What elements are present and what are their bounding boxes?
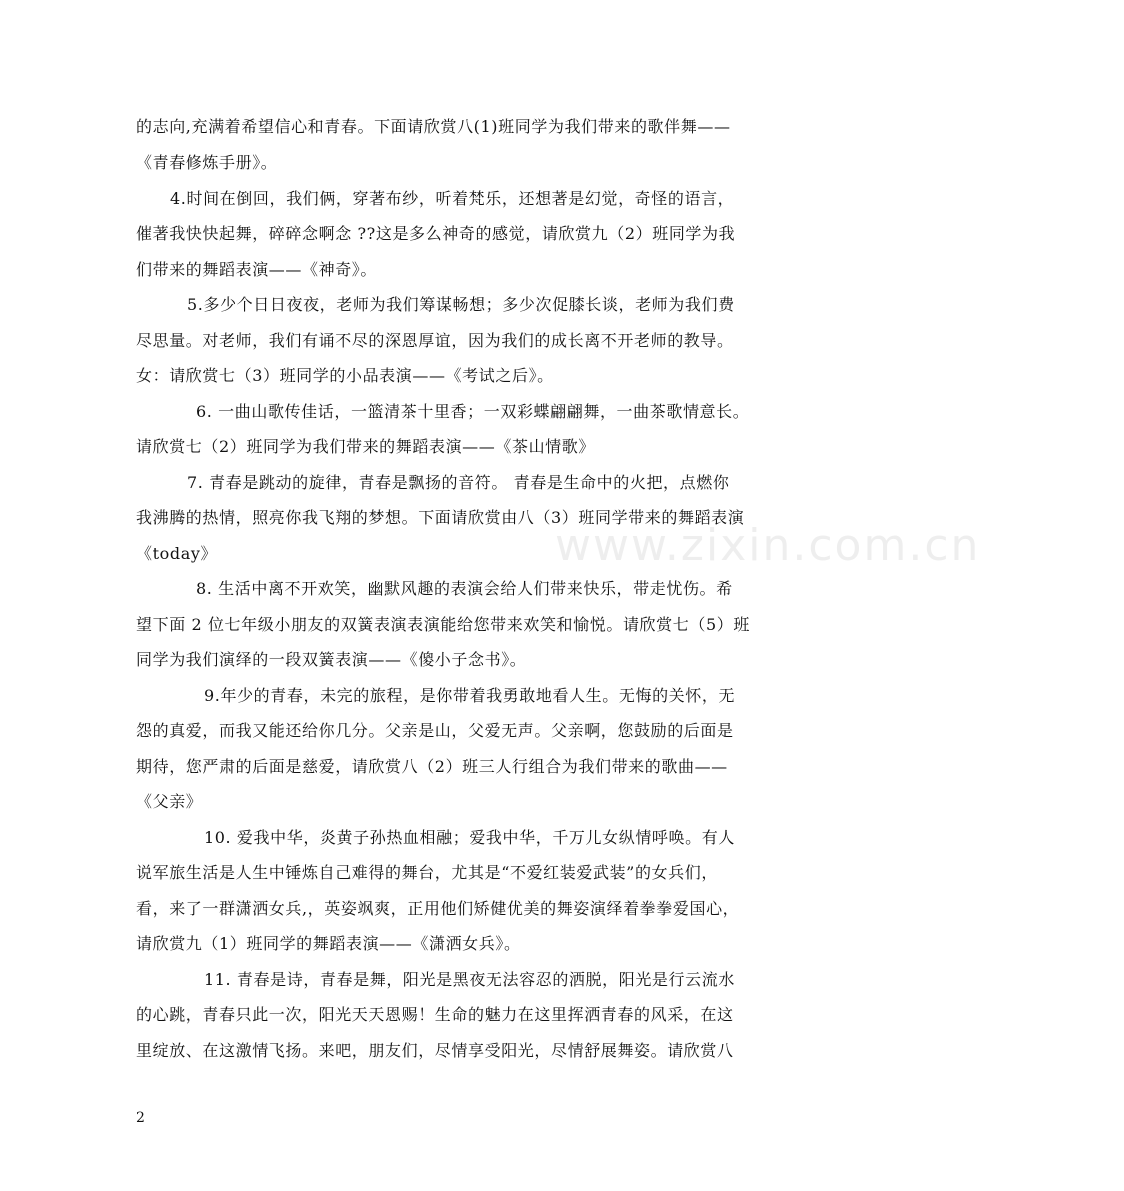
text-line: 《父亲》: [136, 792, 203, 811]
watermark: www.zixin.com.cn: [555, 520, 981, 571]
page-number: 2: [136, 1110, 145, 1126]
text-line: 请欣赏九（1）班同学的舞蹈表演——《潇洒女兵》。: [136, 934, 521, 953]
text-line: 女：请欣赏七（3）班同学的小品表演——《考试之后》。: [136, 366, 554, 385]
text-line: 尽思量。对老师，我们有诵不尽的深恩厚谊，因为我们的成长离不开老师的教导。: [136, 331, 734, 350]
text-line: 催著我快快起舞，碎碎念啊念 ??这是多么神奇的感觉，请欣赏九（2）班同学为我: [136, 224, 736, 243]
text-line: 7. 青春是跳动的旋律，青春是飘扬的音符。 青春是生命中的火把，点燃你: [187, 473, 730, 492]
text-line: 请欣赏七（2）班同学为我们带来的舞蹈表演——《茶山情歌》: [136, 437, 595, 456]
text-line: 里绽放、在这激情飞扬。来吧，朋友们，尽情享受阳光，尽情舒展舞姿。请欣赏八: [136, 1041, 734, 1060]
text-line: 9.年少的青春，未完的旅程，是你带着我勇敢地看人生。无悔的关怀，无: [204, 686, 736, 705]
text-line: 10. 爱我中华，炎黄子孙热血相融；爱我中华，千万儿女纵情呼唤。有人: [204, 828, 735, 847]
text-line: 《青春修炼手册》。: [136, 153, 278, 172]
text-line: 《today》: [136, 544, 218, 563]
text-line: 说军旅生活是人生中锤炼自己难得的舞台，尤其是“不爱红装爱武装”的女兵们，: [136, 863, 718, 882]
text-line: 4.时间在倒回，我们俩，穿著布纱，听着梵乐，还想著是幻觉，奇怪的语言，: [170, 189, 735, 208]
text-line: 期待，您严肃的后面是慈爱，请欣赏八（2）班三人行组合为我们带来的歌曲——: [136, 757, 728, 776]
text-line: 望下面 2 位七年级小朋友的双簧表演表演能给您带来欢笑和愉悦。请欣赏七（5）班: [136, 615, 750, 634]
text-line: 5.多少个日日夜夜，老师为我们筹谋畅想；多少次促膝长谈，老师为我们费: [187, 295, 735, 314]
text-line: 我沸腾的热情，照亮你我飞翔的梦想。下面请欣赏由八（3）班同学带来的舞蹈表演: [136, 508, 745, 527]
text-line: 们带来的舞蹈表演——《神奇》。: [136, 260, 378, 279]
text-line: 看，来了一群潇洒女兵,，英姿飒爽，正用他们矫健优美的舞姿演绎着拳拳爱国心，: [136, 899, 740, 918]
text-line: 同学为我们演绎的一段双簧表演——《傻小子念书》。: [136, 650, 527, 669]
text-line: 怨的真爱，而我又能还给你几分。父亲是山，父爱无声。父亲啊，您鼓励的后面是: [136, 721, 734, 740]
text-line: 的心跳，青春只此一次，阳光天天恩赐！生命的魅力在这里挥洒青春的风采，在这: [136, 1005, 734, 1024]
text-line: 8. 生活中离不开欢笑，幽默风趣的表演会给人们带来快乐，带走忧伤。希: [196, 579, 733, 598]
text-line: 11. 青春是诗，青春是舞，阳光是黑夜无法容忍的洒脱，阳光是行云流水: [204, 970, 735, 989]
text-line: 6. 一曲山歌传佳话，一篮清茶十里香；一双彩蝶翩翩舞，一曲茶歌情意长。: [196, 402, 750, 421]
text-line: 的志向,充满着希望信心和青春。下面请欣赏八(1)班同学为我们带来的歌伴舞——: [136, 117, 731, 136]
